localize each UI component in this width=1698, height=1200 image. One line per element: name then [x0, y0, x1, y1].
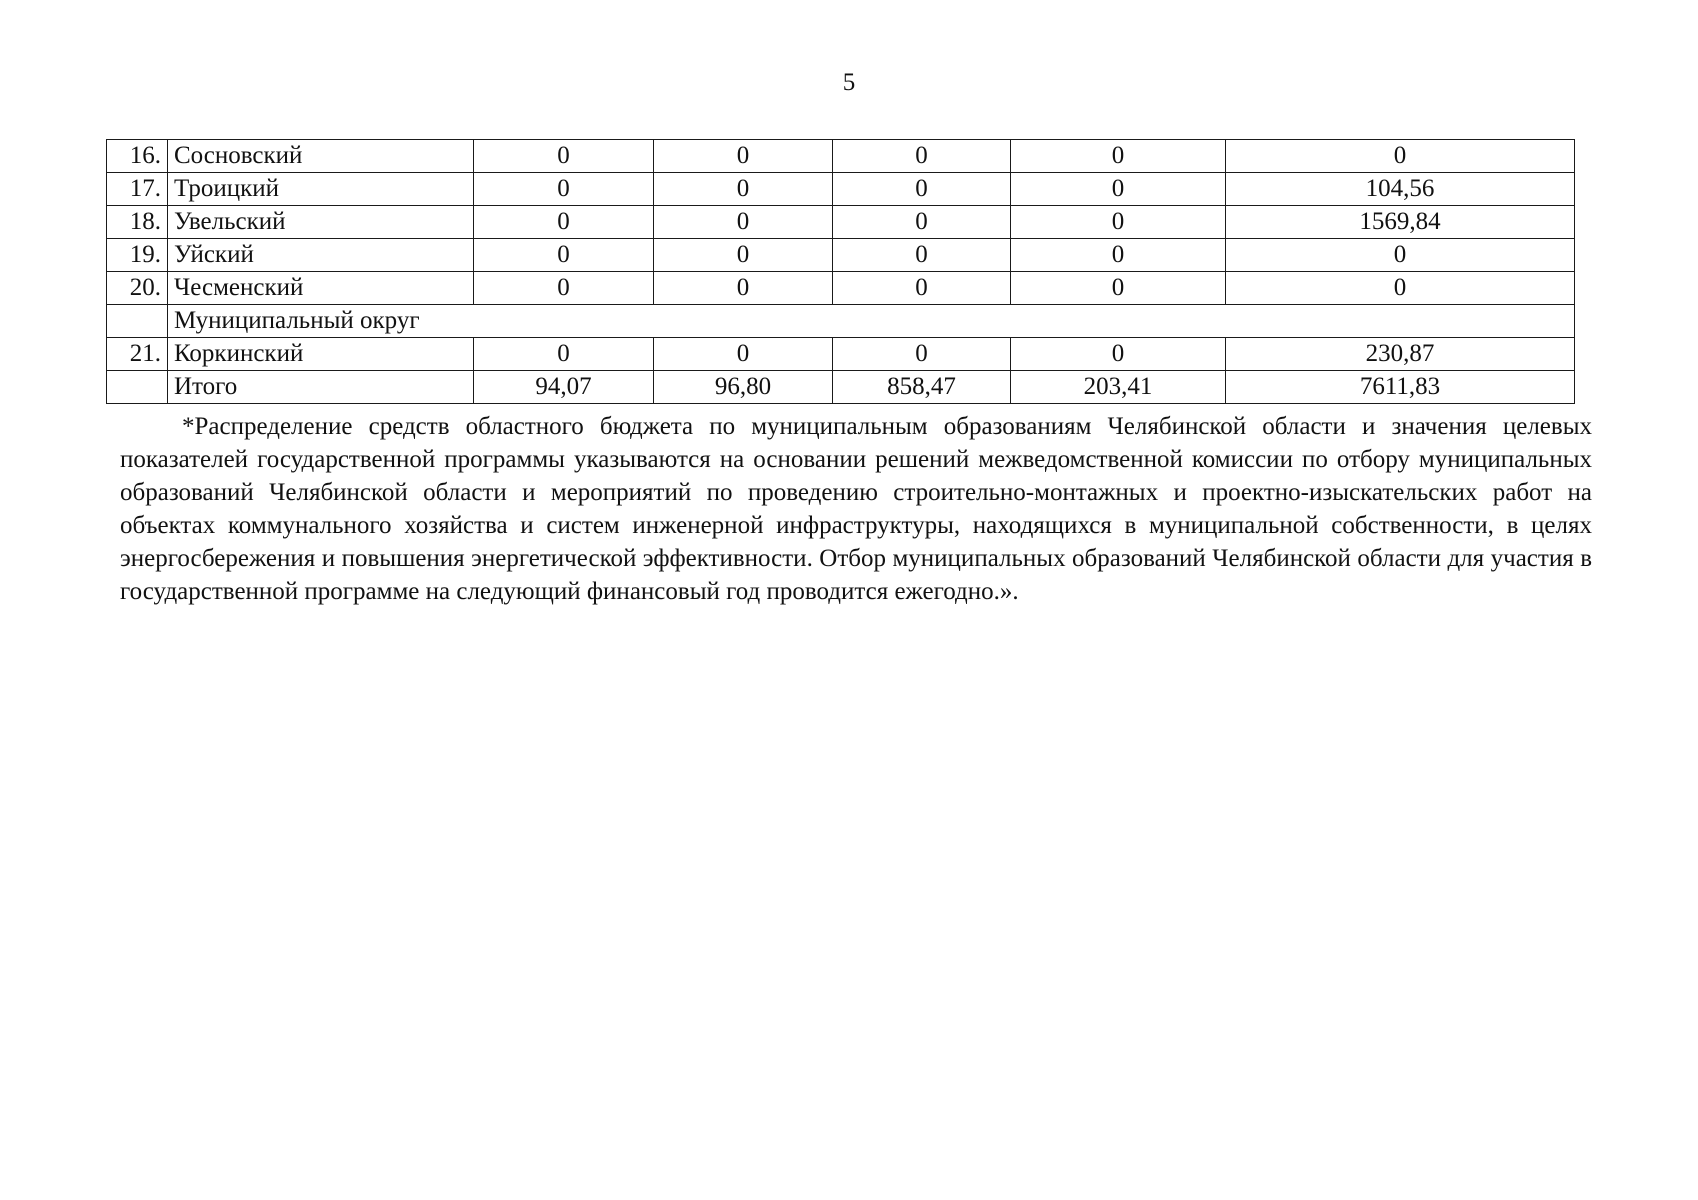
value-cell: 1569,84: [1226, 206, 1575, 239]
row-number: 21.: [107, 338, 168, 371]
value-cell: 0: [1226, 272, 1575, 305]
row-number: 18.: [107, 206, 168, 239]
municipal-budget-table: [106, 139, 1575, 404]
value-cell: 0: [654, 140, 833, 173]
value-cell: 0: [474, 206, 654, 239]
value-cell: 0: [654, 173, 833, 206]
table-row: [107, 338, 1575, 371]
table-row: [107, 239, 1575, 272]
total-value-cell: 203,41: [1011, 371, 1226, 404]
value-cell: 0: [1011, 338, 1226, 371]
row-number: 20.: [107, 272, 168, 305]
group-row-spacer: [107, 305, 168, 338]
value-cell: 0: [654, 272, 833, 305]
total-value-cell: 858,47: [833, 371, 1011, 404]
value-cell: 0: [1011, 206, 1226, 239]
table-total-row: [107, 371, 1575, 404]
value-cell: 0: [474, 140, 654, 173]
table-group-row: [107, 305, 1575, 338]
page-number: 5: [842, 69, 856, 96]
value-cell: 104,56: [1226, 173, 1575, 206]
total-value-cell: 96,80: [654, 371, 833, 404]
value-cell: 0: [654, 206, 833, 239]
value-cell: 0: [1011, 140, 1226, 173]
value-cell: 230,87: [1226, 338, 1575, 371]
row-number: 17.: [107, 173, 168, 206]
row-number: 16.: [107, 140, 168, 173]
value-cell: 0: [833, 140, 1011, 173]
table-row: [107, 272, 1575, 305]
table-row: [107, 206, 1575, 239]
value-cell: 0: [833, 338, 1011, 371]
row-number: 19.: [107, 239, 168, 272]
total-value-cell: 7611,83: [1226, 371, 1575, 404]
total-value-cell: 94,07: [474, 371, 654, 404]
municipality-name: Чесменский: [168, 272, 474, 305]
value-cell: 0: [1011, 239, 1226, 272]
row-number: [107, 371, 168, 404]
value-cell: 0: [474, 173, 654, 206]
value-cell: 0: [833, 173, 1011, 206]
group-label: Муниципальный округ: [168, 305, 1575, 338]
table-row: [107, 140, 1575, 173]
value-cell: 0: [833, 206, 1011, 239]
value-cell: 0: [474, 272, 654, 305]
table-body: [107, 140, 1575, 404]
value-cell: 0: [654, 239, 833, 272]
value-cell: 0: [1011, 272, 1226, 305]
value-cell: 0: [1226, 239, 1575, 272]
municipality-name: Увельский: [168, 206, 474, 239]
value-cell: 0: [474, 338, 654, 371]
value-cell: 0: [833, 272, 1011, 305]
value-cell: 0: [1226, 140, 1575, 173]
value-cell: 0: [474, 239, 654, 272]
value-cell: 0: [833, 239, 1011, 272]
total-label: Итого: [168, 371, 474, 404]
municipality-name: Уйский: [168, 239, 474, 272]
table-row: [107, 173, 1575, 206]
municipality-name: Троицкий: [168, 173, 474, 206]
value-cell: 0: [654, 338, 833, 371]
footnote-paragraph: *Распределение средств областного бюджета по муниципальным образованиям Челябинской области и значения целевых показателей государственной программы указываются на основании решений межведомственной комиссии по отбору муниципальных образований Челябинской области и мероприятий по проведению строительно-монтажных и проектно-изыскательских работ на объектах коммунального хозяйства и систем инженерной инфраструктуры, находящихся в муниципальной собственности, в целях энергосбережения и повышения энергетической эффективности. Отбор муниципальных образований Челябинской области для участия в государственной программе на следующий финансовый год проводится ежегодно.».: [120, 413, 1592, 605]
municipality-name: Сосновский: [168, 140, 474, 173]
municipality-name: Коркинский: [168, 338, 474, 371]
value-cell: 0: [1011, 173, 1226, 206]
